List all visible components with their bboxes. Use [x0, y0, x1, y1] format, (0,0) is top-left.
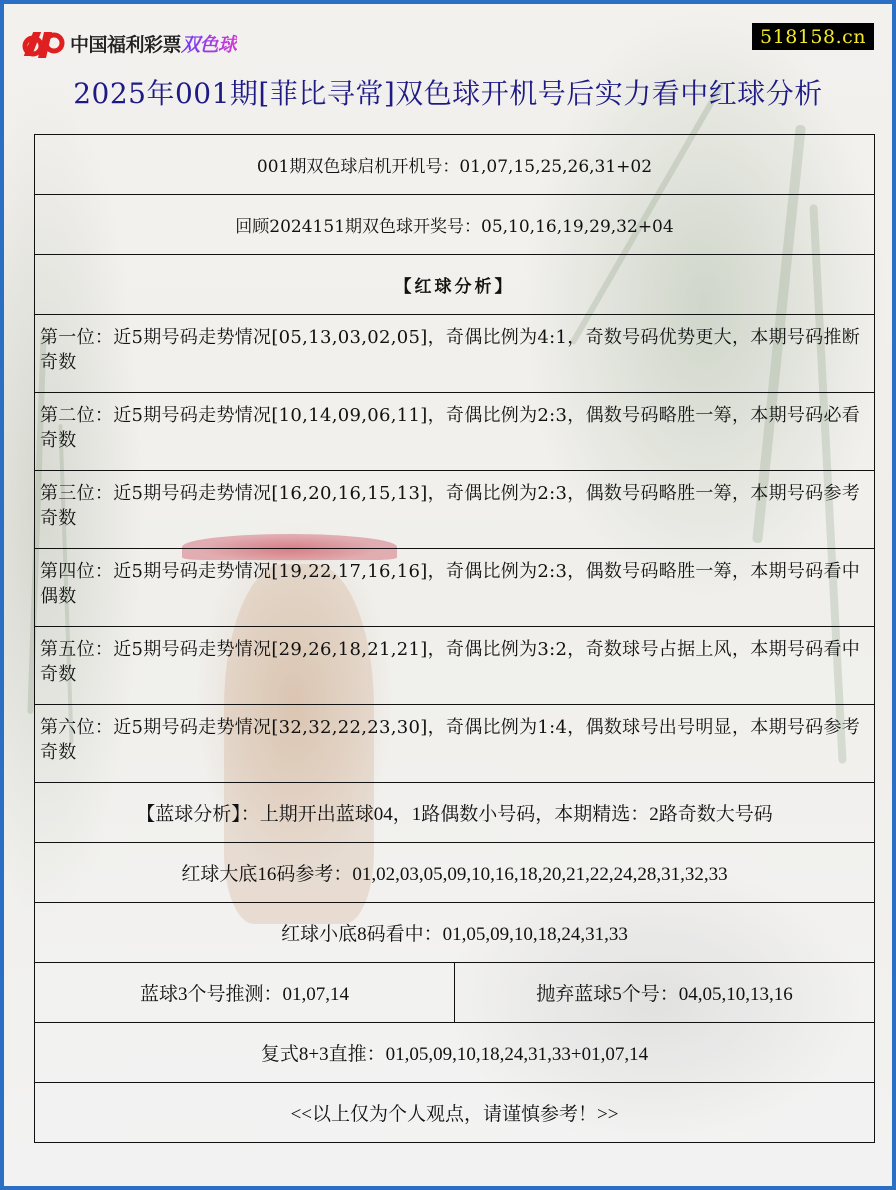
red-ball-section-heading: 【红球分析】 [35, 255, 875, 315]
analysis-table [34, 134, 875, 1143]
cwl-logo [22, 26, 237, 60]
table-row [35, 1083, 875, 1143]
blue-ball-analysis: 【蓝球分析】：上期开出蓝球04，1路偶数小号码，本期精选：2路奇数大号码 [35, 783, 875, 843]
position-1-analysis: 第一位：近5期号码走势情况[05,13,03,02,05]，奇偶比例为4:1，奇数号码优势更大，本期号码推断奇数 [35, 315, 875, 393]
table-row [35, 135, 875, 195]
cwl-logo-icon [22, 26, 66, 60]
table-row [35, 195, 875, 255]
blue-ball-5-discard: 抛弃蓝球5个号：04,05,10,13,16 [455, 963, 875, 1023]
table-row [35, 471, 875, 549]
disclaimer: <<以上仅为个人观点，请谨慎参考！>> [35, 1083, 875, 1143]
position-2-analysis: 第二位：近5期号码走势情况[10,14,09,06,11]，奇偶比例为2:3，偶数号码略胜一筹，本期号码必看奇数 [35, 393, 875, 471]
table-row [35, 903, 875, 963]
table-row [35, 549, 875, 627]
table-row [35, 315, 875, 393]
position-6-analysis: 第六位：近5期号码走势情况[32,32,22,23,30]，奇偶比例为1:4，偶数球号出号明显，本期号码参考奇数 [35, 705, 875, 783]
page-frame [4, 4, 892, 1186]
table-row [35, 783, 875, 843]
position-5-analysis: 第五位：近5期号码走势情况[29,26,18,21,21]，奇偶比例为3:2，奇数球号占据上风，本期号码看中奇数 [35, 627, 875, 705]
blue-ball-3-picks: 蓝球3个号推测：01,07,14 [35, 963, 455, 1023]
start-numbers: 001期双色球启机开机号：01,07,15,25,26,31+02 [35, 135, 875, 195]
table-row [35, 255, 875, 315]
table-row [35, 705, 875, 783]
page-title: 2025年001期[菲比寻常]双色球开机号后实力看中红球分析 [73, 77, 823, 110]
compound-8-plus-3: 复式8+3直推：01,05,09,10,18,24,31,33+01,07,14 [35, 1023, 875, 1083]
position-3-analysis: 第三位：近5期号码走势情况[16,20,16,15,13]，奇偶比例为2:3，偶数号码略胜一筹，本期号码参考奇数 [35, 471, 875, 549]
red-ball-16-codes: 红球大底16码参考：01,02,03,05,09,10,16,18,20,21,22,24,28,31,32,33 [35, 843, 875, 903]
red-ball-8-codes: 红球小底8码看中：01,05,09,10,18,24,31,33 [35, 903, 875, 963]
table-row [35, 1023, 875, 1083]
site-badge[interactable]: 518158.cn [752, 23, 874, 50]
previous-draw-review: 回顾2024151期双色球开奖号：05,10,16,19,29,32+04 [35, 195, 875, 255]
table-row [35, 393, 875, 471]
position-4-analysis: 第四位：近5期号码走势情况[19,22,17,16,16]，奇偶比例为2:3，偶数号码略胜一筹，本期号码看中偶数 [35, 549, 875, 627]
table-row [35, 627, 875, 705]
logo-text: 中国福利彩票双色球 [70, 33, 237, 56]
table-row [35, 843, 875, 903]
table-row [35, 963, 875, 1023]
